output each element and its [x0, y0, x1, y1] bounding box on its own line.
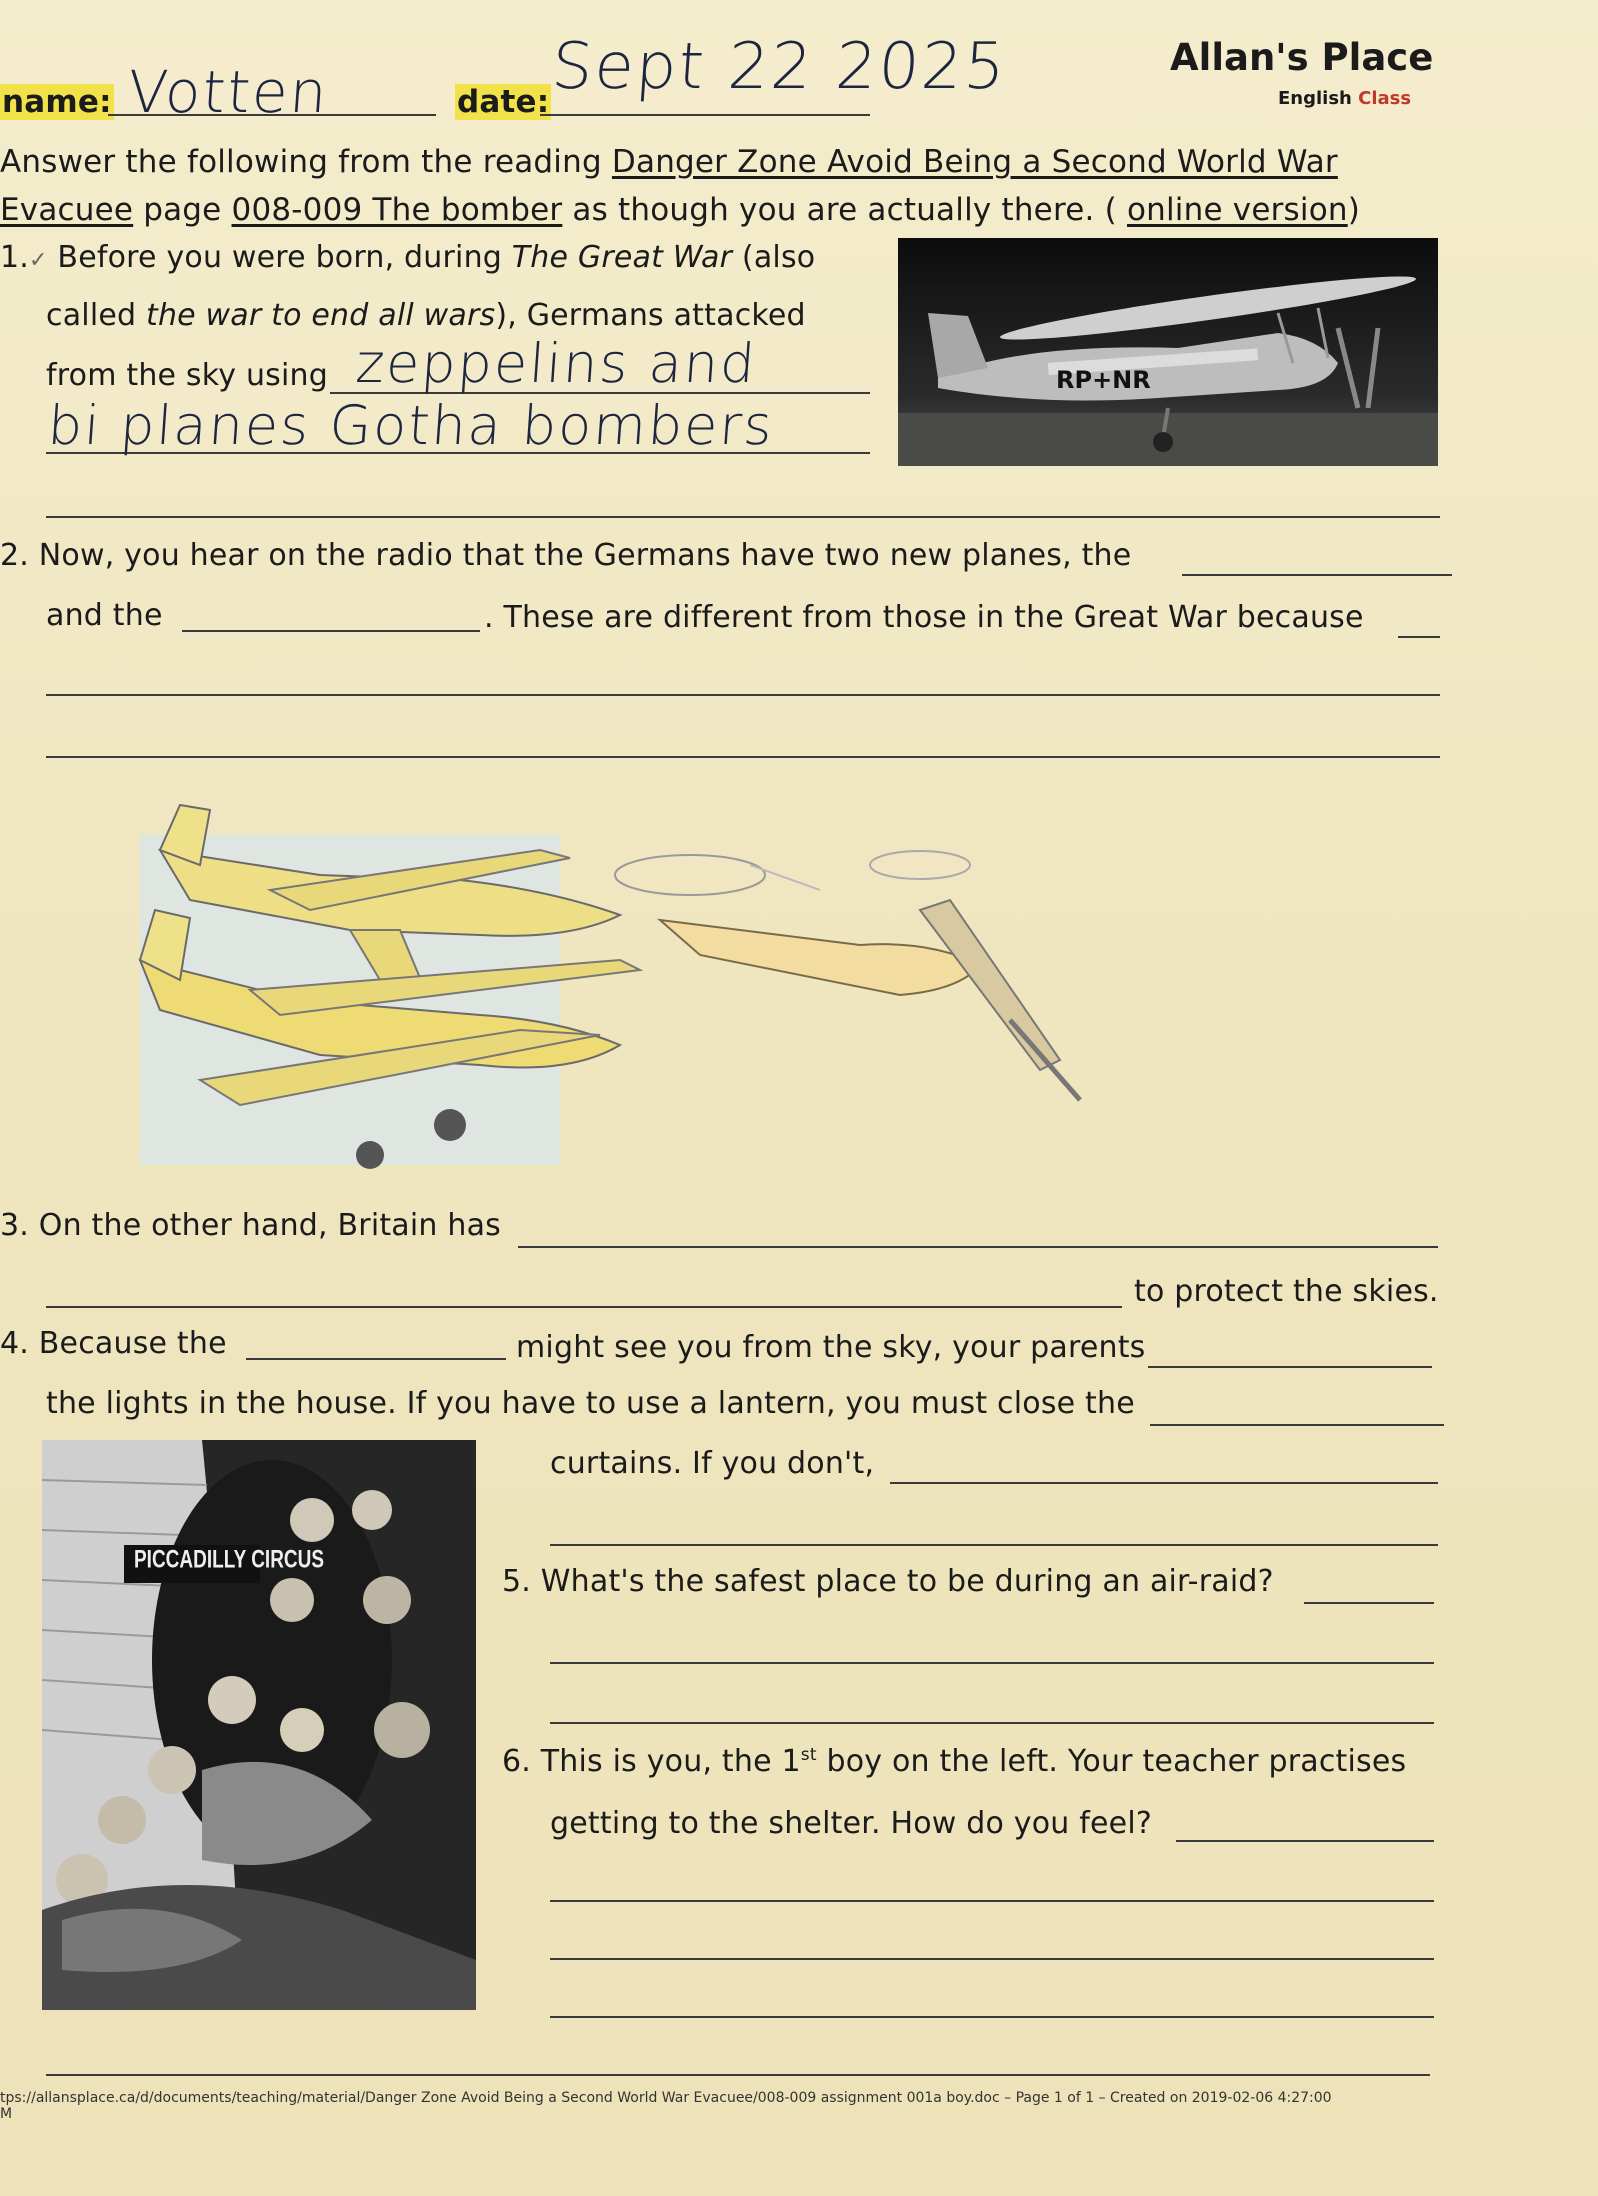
- q4-answer-line-2[interactable]: [1148, 1366, 1432, 1368]
- q2-answer-line-2[interactable]: [182, 630, 480, 632]
- q5-answer-line-1[interactable]: [1304, 1602, 1434, 1604]
- q1-handwriting-1: zeppelins and: [353, 332, 759, 395]
- q6-superscript: st: [800, 1745, 817, 1765]
- name-label: name:: [2, 84, 112, 120]
- q5-number: 5.: [502, 1564, 532, 1599]
- brand-title: Allan's Place: [1170, 36, 1434, 79]
- q6-answer-line-4[interactable]: [550, 2016, 1434, 2018]
- date-line: [540, 114, 870, 116]
- q4-line-1: [0, 1326, 227, 1361]
- q1-text-d: ), Germans attacked: [495, 298, 806, 333]
- q1-handwriting-2: bi planes Gotha bombers: [45, 394, 777, 457]
- date-label: date:: [457, 84, 550, 120]
- q1-text-a: Before you were born, during: [57, 240, 512, 275]
- brand-subtitle-english: English: [1278, 88, 1352, 109]
- q4-answer-line-3[interactable]: [1150, 1424, 1444, 1426]
- online-version-link[interactable]: online version: [1126, 192, 1348, 228]
- q2-answer-line-1[interactable]: [1182, 574, 1452, 576]
- q6-text-a: This is you, the 1: [540, 1744, 801, 1779]
- date-handwriting: Sept 22 2025: [549, 30, 1010, 104]
- q4-text-b: might see you from the sky, your parents: [516, 1330, 1146, 1365]
- name-handwriting: Votten: [125, 58, 331, 126]
- q2-text-b: . These are different from those in the Great War because: [484, 600, 1364, 635]
- q3-text-a: On the other hand, Britain has: [38, 1208, 502, 1243]
- q4-answer-line-5[interactable]: [550, 1544, 1438, 1546]
- page-ref-link[interactable]: 008-009 The bomber: [231, 192, 563, 228]
- q2-answer-line-4[interactable]: [46, 694, 1440, 696]
- q4-answer-line-1[interactable]: [246, 1358, 506, 1360]
- instruction-close: ): [1347, 192, 1361, 228]
- footer-time: M: [0, 2106, 13, 2122]
- instruction-line-2: [0, 192, 1360, 228]
- q3-line-1: [0, 1208, 501, 1243]
- q6-answer-line-3[interactable]: [550, 1958, 1434, 1960]
- brand-subtitle: [1278, 88, 1411, 109]
- q4-answer-line-4[interactable]: [890, 1482, 1438, 1484]
- q2-number: 2.: [0, 538, 30, 573]
- q2-answer-line-5[interactable]: [46, 756, 1440, 758]
- station-sign: PICCADILLY CIRCUS: [134, 1546, 325, 1574]
- q2-text-a: Now, you hear on the radio that the Germans have two new planes, the: [38, 538, 1132, 573]
- biplane-illustration: [898, 238, 1438, 466]
- q4-text-c: the lights in the house. If you have to use a lantern, you must close the: [46, 1386, 1135, 1421]
- instruction-middle: as though you are actually there. (: [572, 192, 1117, 228]
- q4-number: 4.: [0, 1326, 30, 1361]
- q5-line-1: [502, 1564, 1274, 1599]
- q6-text-b: boy on the left. Your teacher practises: [816, 1744, 1407, 1779]
- plane-code: RP+NR: [1056, 366, 1151, 394]
- q6-answer-line-1[interactable]: [1176, 1840, 1434, 1842]
- q6-line-2: getting to the shelter. How do you feel?: [550, 1806, 1152, 1841]
- q1-answer-line-3[interactable]: [46, 516, 1440, 518]
- q6-number: 6.: [502, 1744, 532, 1779]
- q1-text-c: called: [46, 298, 146, 333]
- instruction-prefix: Answer the following from the reading: [0, 144, 602, 180]
- q4-text-a: Because the: [38, 1326, 227, 1361]
- q2-and-the: and the: [46, 598, 163, 633]
- q1-text-b: (also: [732, 240, 816, 275]
- q3-answer-line-1[interactable]: [518, 1246, 1438, 1248]
- q1-text-italic-2: the war to end all wars: [145, 298, 496, 333]
- brand-subtitle-class: Class: [1358, 88, 1412, 109]
- q2-line-1: [0, 538, 1131, 573]
- shelter-photo: [42, 1440, 476, 2010]
- book-title-link[interactable]: Danger Zone Avoid Being a Second World War: [611, 144, 1338, 180]
- q6-line-1: [502, 1744, 1406, 1779]
- q3-answer-line-2[interactable]: [46, 1306, 1122, 1308]
- instruction-line-1: [0, 144, 1338, 180]
- q1-line-1: [0, 240, 815, 275]
- underground-shelter-image: [42, 1440, 476, 2010]
- q5-text: What's the safest place to be during an air-raid?: [540, 1564, 1274, 1599]
- book-title-link-cont[interactable]: Evacuee: [0, 192, 134, 228]
- q6-answer-line-5[interactable]: [46, 2074, 1430, 2076]
- check-mark-icon: ✓: [29, 248, 48, 273]
- q1-text-italic: The Great War: [511, 240, 733, 275]
- q6-answer-line-2[interactable]: [550, 1900, 1434, 1902]
- q1-line-3: from the sky using: [46, 358, 328, 393]
- biplane-photo: [898, 238, 1438, 466]
- instruction-page-word: page: [143, 192, 222, 228]
- q3-text-b: to protect the skies.: [1134, 1274, 1439, 1309]
- q5-answer-line-2[interactable]: [550, 1662, 1434, 1664]
- planes-illustration: [100, 780, 1300, 1180]
- q4-text-d: curtains. If you don't,: [550, 1446, 875, 1481]
- q1-line-2: [46, 298, 806, 333]
- footer-path: tps://allansplace.ca/d/documents/teaching/material/Danger Zone Avoid Being a Second World War Evacuee/008-009 assignment 001a boy.doc – Page 1 of 1 – Created on 2019-02-06 4:27:00: [0, 2090, 1332, 2106]
- dive-bombers-drawing: [100, 780, 1300, 1180]
- q1-number: 1.: [0, 240, 30, 275]
- q3-number: 3.: [0, 1208, 30, 1243]
- q5-answer-line-3[interactable]: [550, 1722, 1434, 1724]
- q2-answer-line-3[interactable]: [1398, 636, 1440, 638]
